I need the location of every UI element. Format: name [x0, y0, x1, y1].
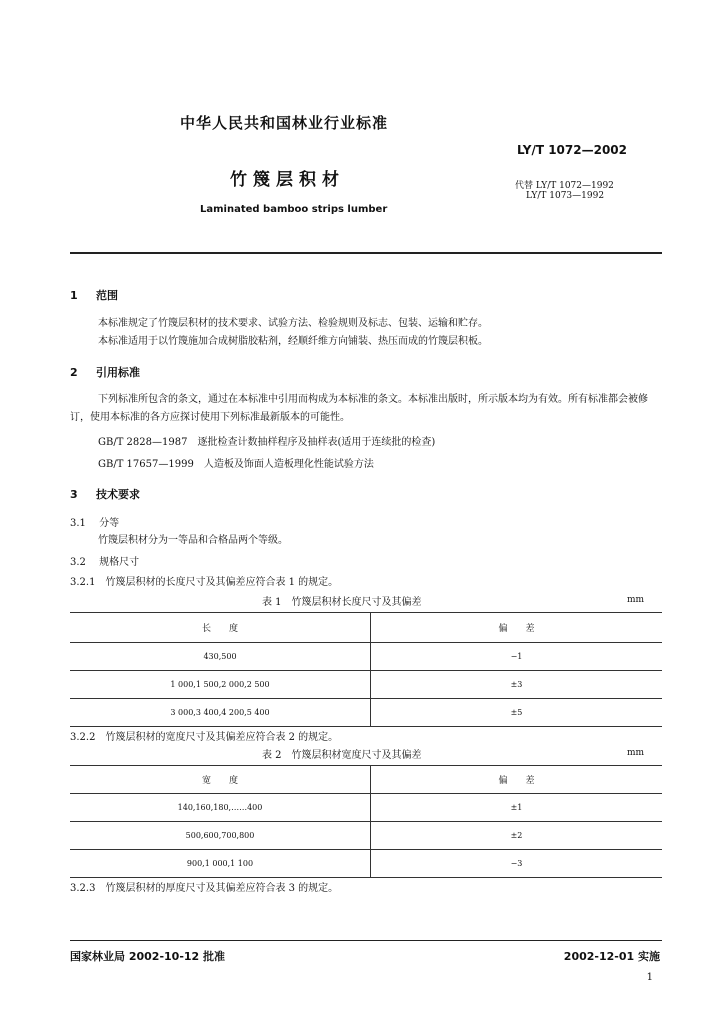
section-title: 引用标准	[96, 366, 140, 379]
clause-3-2-1: 3.2.1 竹篾层积材的长度尺寸及其偏差应符合表 1 的规定。	[70, 577, 339, 588]
section-title: 技术要求	[96, 488, 140, 501]
subsection-3-2-heading	[70, 553, 139, 568]
table-row	[70, 671, 662, 699]
paragraph: 本标准规定了竹篾层积材的技术要求、试验方法、检验规则及标志、包装、运输和贮存。	[98, 318, 488, 329]
table-row	[70, 850, 662, 878]
table-cell: −3	[371, 850, 663, 878]
table-1	[70, 612, 662, 727]
table-header-cell: 长 度	[70, 613, 371, 643]
table-2-unit: mm	[627, 748, 645, 758]
effective-date-note: 2002-12-01 实施	[563, 950, 660, 963]
replaces-line: 代替 LY/T 1072—1992	[515, 181, 614, 191]
section-number: 2	[70, 366, 78, 379]
table-header-row	[70, 613, 662, 643]
table-cell: ±5	[371, 699, 663, 727]
table-1-unit: mm	[627, 595, 645, 605]
paragraph: 本标准适用于以竹篾施加合成树脂胶粘剂，经顺纤维方向铺装、热压而成的竹篾层积板。	[98, 336, 488, 347]
paragraph: 下列标准所包含的条文，通过在本标准中引用而构成为本标准的条文。本标准出版时，所示版本均为有效。所有标准都会被修订，使用本标准的各方应探讨使用下列标准最新版本的可能性。	[70, 394, 648, 423]
paragraph: 竹篾层积材分为一等品和合格品两个等级。	[98, 535, 288, 546]
table-cell: 3 000,3 400,4 200,5 400	[70, 699, 371, 727]
table-cell: −1	[371, 643, 663, 671]
subsection-number: 3.2	[70, 557, 86, 568]
subsection-number: 3.1	[70, 518, 86, 529]
section-title: 范围	[96, 289, 118, 302]
table-header-row	[70, 766, 662, 794]
section-number: 3	[70, 488, 78, 501]
section-2-heading	[70, 364, 140, 380]
table-2	[70, 765, 662, 878]
table-cell: ±3	[371, 671, 663, 699]
table-header-cell: 偏 差	[371, 766, 663, 794]
table-row	[70, 643, 662, 671]
table-row	[70, 822, 662, 850]
subsection-title: 规格尺寸	[99, 557, 140, 568]
table-header-cell: 宽 度	[70, 766, 371, 794]
header-divider	[70, 252, 662, 254]
table-cell: 500,600,700,800	[70, 822, 371, 850]
table-1-caption: 表 1 竹篾层积材长度尺寸及其偏差	[262, 597, 422, 608]
table-cell: ±2	[371, 822, 663, 850]
document-title-english: Laminated bamboo strips lumber	[200, 204, 388, 215]
table-cell: 900,1 000,1 100	[70, 850, 371, 878]
clause-3-2-2: 3.2.2 竹篾层积材的宽度尺寸及其偏差应符合表 2 的规定。	[70, 732, 339, 743]
issuing-organization: 中华人民共和国林业行业标准	[180, 114, 389, 132]
table-cell: ±1	[371, 794, 663, 822]
table-cell: 140,160,180,……400	[70, 794, 371, 822]
clause-3-2-3: 3.2.3 竹篾层积材的厚度尺寸及其偏差应符合表 3 的规定。	[70, 883, 339, 894]
standard-number: LY/T 1072—2002	[516, 143, 627, 157]
subsection-title: 分等	[99, 518, 120, 529]
table-row	[70, 794, 662, 822]
reference-item: GB/T 2828—1987 逐批检查计数抽样程序及抽样表(适用于连续批的检查)	[98, 437, 436, 448]
table-row	[70, 699, 662, 727]
document-title-chinese: 竹篾层积材	[230, 170, 345, 190]
table-cell: 1 000,1 500,2 000,2 500	[70, 671, 371, 699]
table-2-caption: 表 2 竹篾层积材宽度尺寸及其偏差	[262, 750, 422, 761]
reference-item: GB/T 17657—1999 人造板及饰面人造板理化性能试验方法	[98, 459, 374, 470]
approval-note: 国家林业局 2002-10-12 批准	[70, 950, 226, 963]
table-cell: 430,500	[70, 643, 371, 671]
page-number: 1	[646, 972, 653, 983]
subsection-3-1-heading	[70, 514, 119, 529]
replaces-note	[515, 181, 614, 201]
table-header-cell: 偏 差	[371, 613, 663, 643]
replaces-line: LY/T 1073—1992	[526, 191, 605, 201]
footer-divider	[70, 940, 662, 941]
section-3-heading	[70, 486, 140, 502]
section-number: 1	[70, 289, 78, 302]
section-1-heading	[70, 287, 118, 303]
